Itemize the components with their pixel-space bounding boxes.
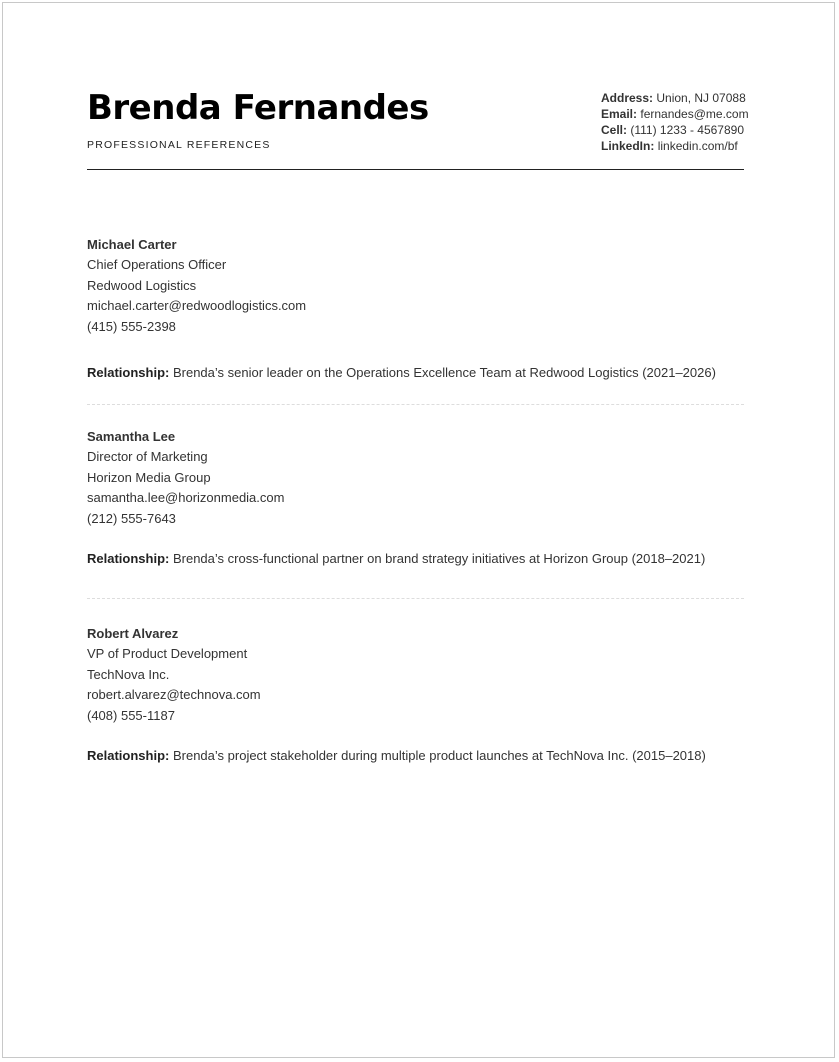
contact-block xyxy=(601,90,749,154)
reference-phone: (212) 555-7643 xyxy=(87,510,176,526)
candidate-name: Brenda Fernandes xyxy=(87,88,429,128)
relationship-label: Relationship: xyxy=(87,550,170,566)
contact-label: Email: xyxy=(601,107,638,121)
contact-value: fernandes@me.com xyxy=(640,107,749,121)
header-rule xyxy=(87,169,744,170)
contact-email xyxy=(601,106,749,122)
reference-relationship xyxy=(87,549,705,569)
reference-divider xyxy=(87,598,744,599)
contact-label: Address: xyxy=(601,91,654,105)
reference-email: michael.carter@redwoodlogistics.com xyxy=(87,298,307,314)
relationship-text: Brenda’s project stakeholder during multiple product launches at TechNova Inc. (2015–2018) xyxy=(172,747,706,763)
reference-name: Samantha Lee xyxy=(87,429,176,444)
relationship-text: Brenda’s senior leader on the Operations Excellence Team at Redwood Logistics (2021–2026) xyxy=(172,364,716,380)
reference-title: VP of Product Development xyxy=(87,646,248,662)
reference-title: Director of Marketing xyxy=(87,449,208,465)
relationship-text: Brenda’s cross-functional partner on brand strategy initiatives at Horizon Group (2018–2021) xyxy=(172,550,706,566)
relationship-label: Relationship: xyxy=(87,747,170,763)
reference-name: Michael Carter xyxy=(87,237,177,252)
reference-phone: (415) 555-2398 xyxy=(87,318,176,334)
reference-entry xyxy=(87,427,705,569)
contact-value: Union, NJ 07088 xyxy=(656,91,746,105)
contact-value: (111) 1233 - 4567890 xyxy=(630,123,745,137)
reference-relationship xyxy=(87,363,716,383)
contact-label: LinkedIn: xyxy=(601,139,655,153)
reference-relationship xyxy=(87,746,706,766)
contact-linkedin xyxy=(601,138,749,154)
reference-entry xyxy=(87,624,706,766)
reference-company: TechNova Inc. xyxy=(87,666,170,682)
contact-value: linkedin.com/bf xyxy=(657,139,738,153)
reference-email: samantha.lee@horizonmedia.com xyxy=(87,490,285,506)
reference-divider xyxy=(87,404,744,405)
document-subtitle: PROFESSIONAL REFERENCES xyxy=(87,139,271,151)
reference-name: Robert Alvarez xyxy=(87,626,179,641)
reference-email: robert.alvarez@technova.com xyxy=(87,687,261,703)
reference-company: Horizon Media Group xyxy=(87,469,211,485)
reference-company: Redwood Logistics xyxy=(87,277,197,293)
reference-title: Chief Operations Officer xyxy=(87,257,227,273)
contact-cell xyxy=(601,122,749,138)
reference-entry xyxy=(87,235,716,383)
reference-phone: (408) 555-1187 xyxy=(87,707,175,723)
contact-label: Cell: xyxy=(601,123,628,137)
contact-address xyxy=(601,90,749,106)
relationship-label: Relationship: xyxy=(87,364,170,380)
